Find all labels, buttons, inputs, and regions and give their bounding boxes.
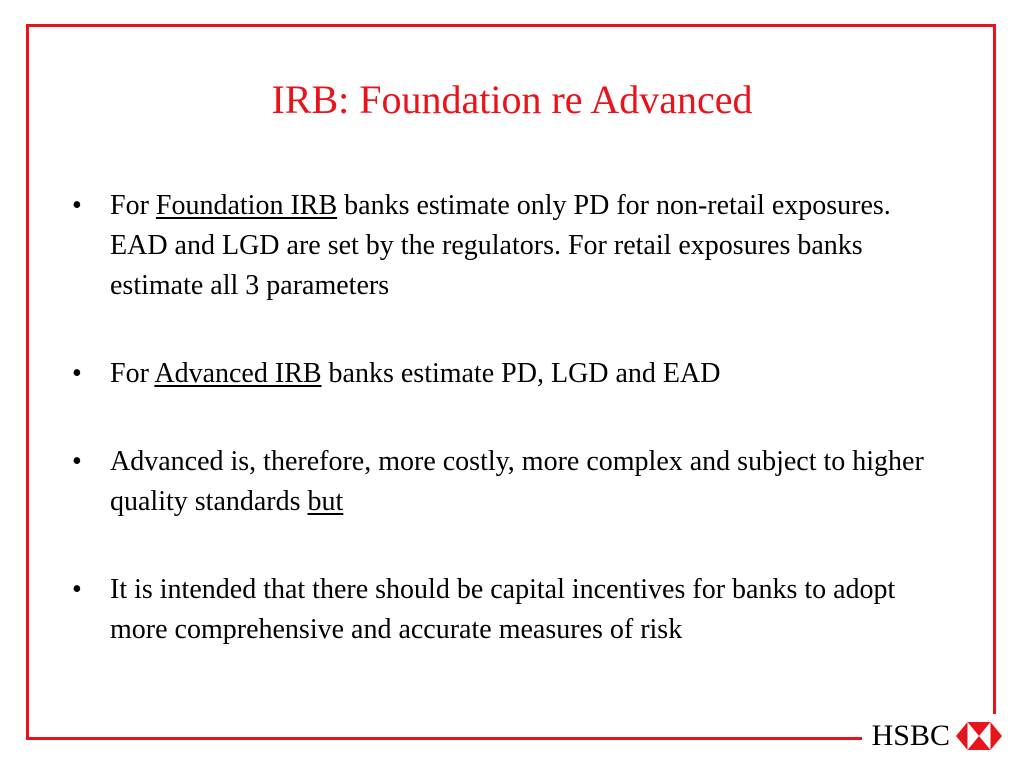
bullet-text: banks estimate PD, LGD and EAD [321, 358, 721, 389]
slide-title: IRB: Foundation re Advanced [271, 77, 753, 122]
bullet-underlined-text: Foundation IRB [155, 190, 338, 221]
bullet-item [72, 186, 952, 306]
bullet-text: For [110, 190, 156, 221]
bullet-list [72, 186, 952, 650]
bullet-text: It is intended that there should be capital incentives for banks to adopt more comprehensive and accurate measures of risk [110, 574, 896, 645]
bullet-item [72, 442, 952, 522]
bullet-text: Advanced is, therefore, more costly, more complex and subject to higher quality standards [110, 446, 924, 517]
bullet-dot: • [72, 358, 82, 389]
bullet-dot: • [72, 190, 82, 221]
bullet-text: For [110, 358, 155, 389]
hsbc-logo [862, 714, 1002, 758]
bullet-item [72, 354, 952, 394]
bullet-underlined-text: Advanced IRB [154, 358, 322, 389]
bullet-dot: • [72, 574, 82, 605]
bullet-item [72, 570, 952, 650]
hsbc-hexagon-icon [956, 722, 1002, 750]
bullet-dot: • [72, 446, 82, 477]
bullet-text: banks estimate only PD for non-retail exposures. EAD and LGD are set by the regulators. For retail exposures banks estimate all 3 parameters [110, 190, 891, 301]
logo-text: HSBC [871, 719, 950, 752]
bullet-underlined-text: but [307, 486, 344, 517]
